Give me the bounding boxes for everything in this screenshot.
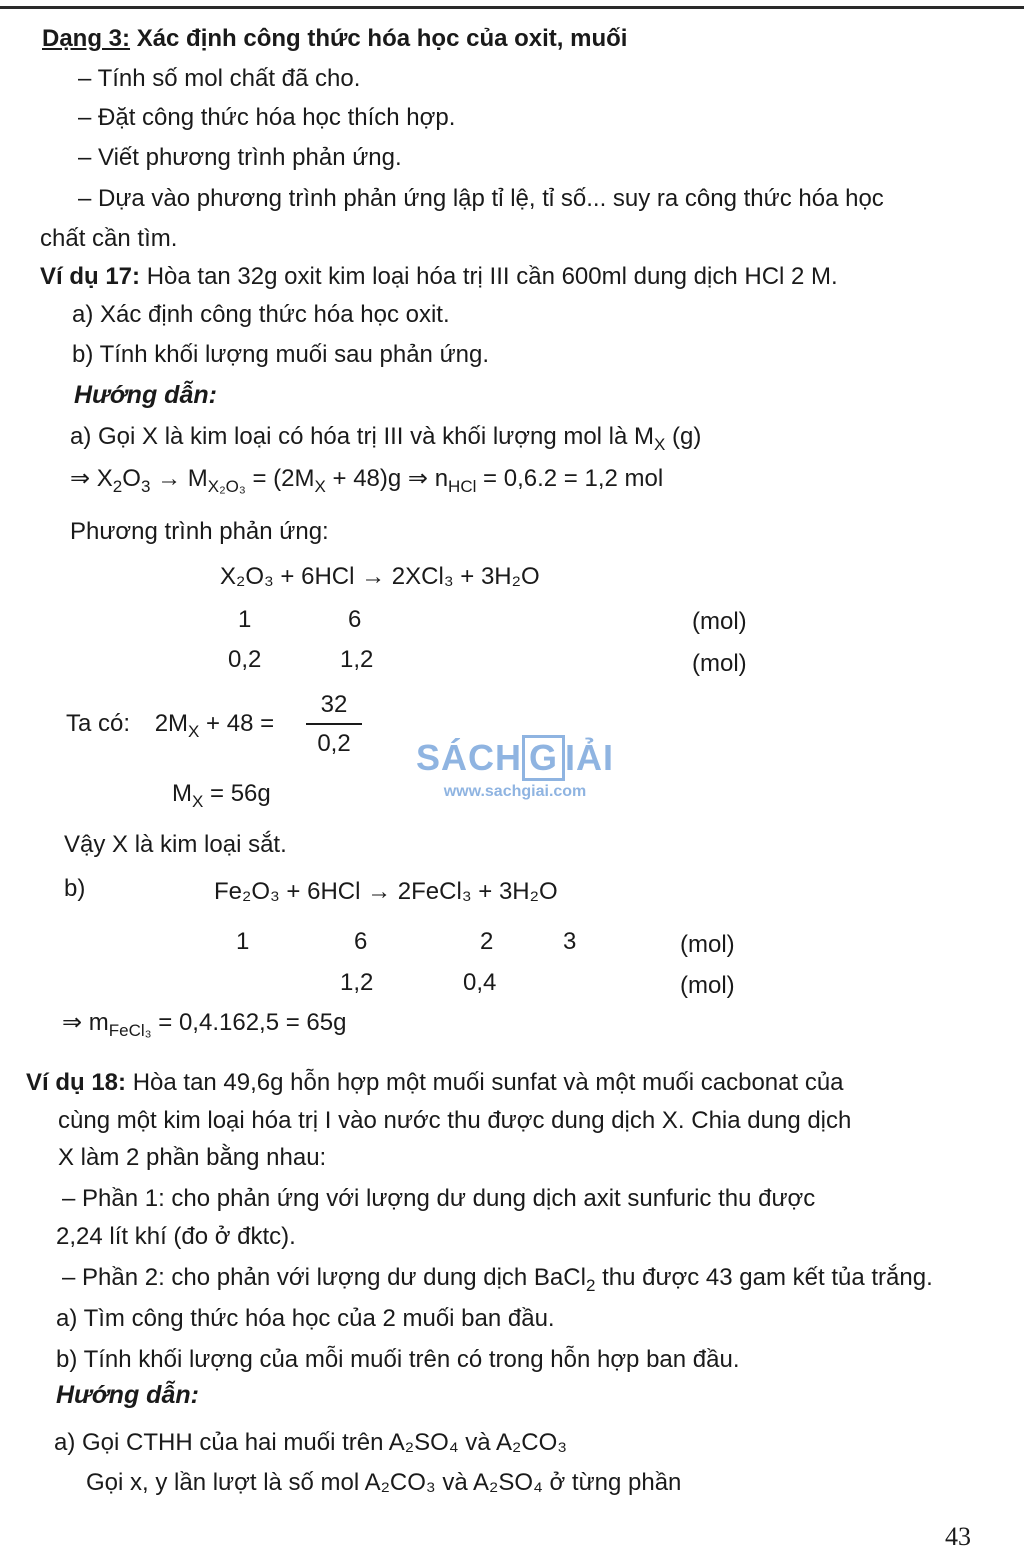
a1-text: a) Gọi X là kim loại có hóa trị III và khối lượng mol là M [70,423,655,450]
ex18-guide-heading: Hướng dẫn: [56,1381,199,1409]
eq2-row1-c: 2 [480,928,494,955]
eq-label: Phương trình phản ứng: [70,518,329,545]
part-b-label: b) [64,875,86,902]
a2-mid1: O [122,465,141,492]
eq2-row1-b: 6 [354,928,368,955]
watermark-brand-a: SÁCH [415,737,522,778]
frac-numerator: 32 [320,691,348,718]
ex17-guide-heading: Hướng dẫn: [74,381,217,409]
frac-bar [306,723,362,725]
equation-2: Fe₂O₃ + 6HCl → 2FeCl₃ + 3H₂O [214,878,558,905]
a2-mid3: = (2M [245,465,315,492]
step-3: – Viết phương trình phản ứng. [78,144,402,171]
section-title: Xác định công thức hóa học của oxit, muối [136,25,628,52]
step-2: – Đặt công thức hóa học thích hợp. [78,104,456,131]
eq1-row2-coef-b: 1,2 [340,646,374,673]
watermark-brand-b: G [522,735,565,781]
a2-mid2: → M [150,465,208,492]
ex18-p1: Hòa tan 49,6g hỗn hợp một muối sunfat và một muối cacbonat của [132,1069,844,1096]
ex18-prompt-line2: cùng một kim loại hóa trị I vào nước thu được dung dịch X. Chia dung dịch [58,1107,852,1134]
step-4-cont: chất cần tìm. [40,225,178,252]
a2-prefix: ⇒ X [70,465,113,492]
ex18-part1-line2: 2,24 lít khí (đo ở đktc). [56,1223,296,1250]
a2-hcl: HCl [448,477,477,496]
watermark-url: www.sachgiai.com [443,783,587,800]
ex17-result [62,1008,346,1046]
eq2-row2-b: 1,2 [340,969,374,996]
part2-pre: – Phần 2: cho phản với lượng dư dung dịch BaCl [62,1264,586,1291]
ex18-question-b: b) Tính khối lượng của mỗi muối trên có trong hỗn hợp ban đầu. [56,1346,740,1373]
result-sub: FeCl₃ [108,1021,152,1040]
ex17-step-a2 [70,464,663,502]
ex18-guide-2: Gọi x, y lần lượt là số mol A₂CO₃ và A₂SO₄ ở từng phần [86,1469,682,1496]
taco-line [66,709,274,747]
ex17-label: Ví dụ 17: [40,263,141,290]
mx-val: = 56g [203,780,271,807]
taco-label: Ta có: [66,710,131,737]
section-label: Dạng 3: [42,25,131,52]
a2-sub-3: 3 [140,477,151,496]
ex17-prompt [40,262,838,292]
result-pre: ⇒ m [62,1009,109,1036]
a2-xsub: X [314,477,326,496]
top-rule [0,6,1024,9]
ex18-prompt-line1 [26,1068,844,1098]
equation-1: X₂O₃ + 6HCl → 2XCl₃ + 3H₂O [220,563,540,590]
watermark [410,735,620,801]
ex17-step-a1 [70,422,701,460]
mx-sub: X [192,792,204,811]
eq1-row2-coef-a: 0,2 [228,646,262,673]
eq1-row1-coef-b: 6 [348,606,362,633]
ex18-label: Ví dụ 18: [26,1069,127,1096]
eq2-row1-unit: (mol) [680,931,735,958]
a2-end: = 0,6.2 = 1,2 mol [476,465,664,492]
page-number: 43 [945,1522,971,1551]
result-val: = 0,4.162,5 = 65g [151,1009,347,1036]
eq2-row1-d: 3 [563,928,577,955]
a2-mid4: + 48)g ⇒ n [325,465,449,492]
taco-sub: X [188,722,200,741]
watermark-logo [410,735,620,781]
taco-rest: + 48 = [199,710,275,737]
frac-denominator: 0,2 [317,730,351,757]
ex17-text: Hòa tan 32g oxit kim loại hóa trị III cần 600ml dung dịch HCl 2 M. [146,263,838,290]
mx-line [172,779,271,817]
ex18-prompt-line3: X làm 2 phần bằng nhau: [58,1144,327,1171]
watermark-brand-c: IẢI [565,737,615,778]
section-heading [42,24,627,54]
ex17-question-b: b) Tính khối lượng muối sau phản ứng. [72,341,489,368]
ex18-guide-1: a) Gọi CTHH của hai muối trên A₂SO₄ và A₂CO₃ [54,1429,568,1456]
ex18-part2 [62,1263,933,1301]
ex17-conclusion: Vậy X là kim loại sắt. [64,831,287,858]
mx-label: M [172,780,192,807]
a1-sub: X [654,435,666,454]
part2-end: thu được 43 gam kết tủa trắng. [595,1264,933,1291]
a2-msub: X₂O₃ [207,477,246,496]
taco-lhs: 2M [154,710,189,737]
ex18-question-a: a) Tìm công thức hóa học của 2 muối ban đầu. [56,1305,555,1332]
eq2-row1-a: 1 [236,928,250,955]
ex17-question-a: a) Xác định công thức hóa học oxit. [72,301,450,328]
step-1: – Tính số mol chất đã cho. [78,65,361,92]
ex18-part1-line1: – Phần 1: cho phản ứng với lượng dư dung dịch axit sunfuric thu được [62,1185,816,1212]
eq2-row2-unit: (mol) [680,972,735,999]
part2-sub: 2 [585,1276,596,1295]
step-4: – Dựa vào phương trình phản ứng lập tỉ lệ, tỉ số... suy ra công thức hóa học [78,185,884,212]
eq1-row1-coef-a: 1 [238,606,252,633]
eq1-row1-unit: (mol) [692,608,747,635]
a2-sub-2: 2 [112,477,123,496]
eq1-row2-unit: (mol) [692,650,747,677]
a1-end: (g) [665,423,702,450]
eq2-row2-c: 0,4 [463,969,497,996]
